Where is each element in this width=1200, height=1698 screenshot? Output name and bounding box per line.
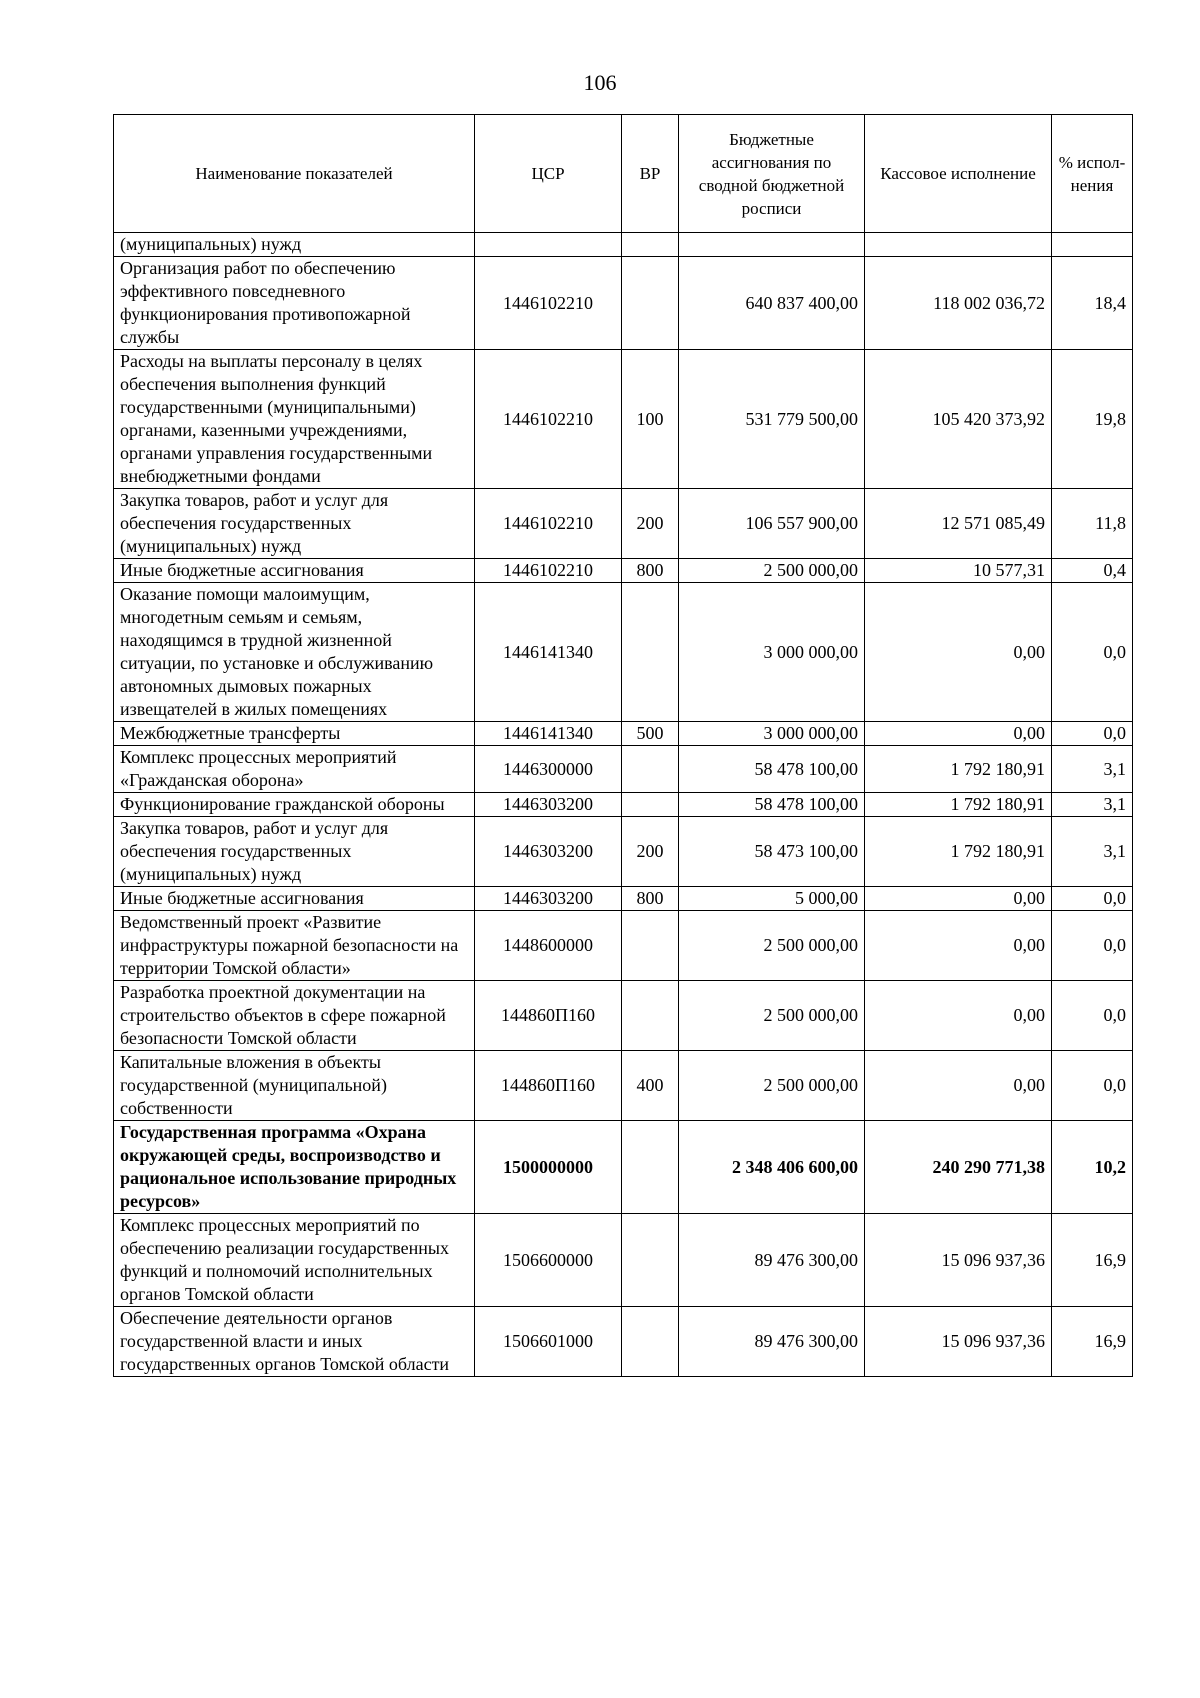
row-vr (622, 793, 679, 817)
table-row (114, 887, 1133, 911)
row-fact: 15 096 937,36 (865, 1214, 1052, 1307)
row-fact: 0,00 (865, 911, 1052, 981)
row-fact: 10 577,31 (865, 559, 1052, 583)
row-vr (622, 233, 679, 257)
row-csr: 1446303200 (475, 793, 622, 817)
row-vr: 400 (622, 1051, 679, 1121)
row-name: (муниципальных) нужд (114, 233, 475, 257)
row-vr (622, 1307, 679, 1377)
row-name: Межбюджетные трансферты (114, 722, 475, 746)
row-csr: 144860П160 (475, 1051, 622, 1121)
table-row (114, 233, 1133, 257)
row-csr: 1446102210 (475, 489, 622, 559)
row-plan: 2 500 000,00 (679, 981, 865, 1051)
row-pct: 0,0 (1052, 911, 1133, 981)
row-plan: 2 348 406 600,00 (679, 1121, 865, 1214)
row-csr (475, 233, 622, 257)
row-csr: 1506600000 (475, 1214, 622, 1307)
row-name: Комплекс процессных мероприятий по обеспечению реализации государственных функций и полномочий исполнительных органов Томской области (114, 1214, 475, 1307)
row-plan: 3 000 000,00 (679, 583, 865, 722)
row-pct: 0,0 (1052, 722, 1133, 746)
row-vr: 800 (622, 887, 679, 911)
row-vr (622, 1121, 679, 1214)
row-plan: 89 476 300,00 (679, 1307, 865, 1377)
row-vr: 200 (622, 817, 679, 887)
row-plan: 2 500 000,00 (679, 911, 865, 981)
row-plan (679, 233, 865, 257)
row-pct: 18,4 (1052, 257, 1133, 350)
table-row (114, 559, 1133, 583)
row-fact: 0,00 (865, 887, 1052, 911)
row-name: Разработка проектной документации на строительство объектов в сфере пожарной безопасности Томской области (114, 981, 475, 1051)
row-fact: 0,00 (865, 981, 1052, 1051)
row-vr: 100 (622, 350, 679, 489)
table-row (114, 1051, 1133, 1121)
table-row (114, 793, 1133, 817)
row-fact (865, 233, 1052, 257)
row-pct: 0,0 (1052, 887, 1133, 911)
row-pct: 16,9 (1052, 1307, 1133, 1377)
row-vr: 800 (622, 559, 679, 583)
table-row (114, 257, 1133, 350)
row-csr: 1446102210 (475, 559, 622, 583)
row-plan: 640 837 400,00 (679, 257, 865, 350)
row-name: Расходы на выплаты персоналу в целях обеспечения выполнения функций государственными (муниципальными) органами, казенными учреждениями, органами управления государственными внебюджетными фондами (114, 350, 475, 489)
table-row (114, 817, 1133, 887)
header-name: Наименование показателей (114, 115, 475, 233)
table-row (114, 1214, 1133, 1307)
table-row (114, 746, 1133, 793)
row-pct: 3,1 (1052, 793, 1133, 817)
row-pct: 16,9 (1052, 1214, 1133, 1307)
table-row (114, 583, 1133, 722)
row-csr: 1446141340 (475, 583, 622, 722)
row-fact: 15 096 937,36 (865, 1307, 1052, 1377)
row-plan: 2 500 000,00 (679, 559, 865, 583)
row-plan: 3 000 000,00 (679, 722, 865, 746)
row-name: Функционирование гражданской обороны (114, 793, 475, 817)
row-fact: 240 290 771,38 (865, 1121, 1052, 1214)
header-fact: Кассовое исполнение (865, 115, 1052, 233)
row-csr: 1446102210 (475, 350, 622, 489)
row-pct: 0,4 (1052, 559, 1133, 583)
row-csr: 1448600000 (475, 911, 622, 981)
row-vr: 200 (622, 489, 679, 559)
row-vr (622, 1214, 679, 1307)
row-csr: 1446141340 (475, 722, 622, 746)
row-pct: 3,1 (1052, 817, 1133, 887)
row-pct: 0,0 (1052, 981, 1133, 1051)
row-fact: 1 792 180,91 (865, 746, 1052, 793)
row-pct (1052, 233, 1133, 257)
row-csr: 1446303200 (475, 817, 622, 887)
table-row (114, 1307, 1133, 1377)
header-plan: Бюджетные ассигнования по сводной бюджетной росписи (679, 115, 865, 233)
row-name: Капитальные вложения в объекты государственной (муниципальной) собственности (114, 1051, 475, 1121)
row-plan: 531 779 500,00 (679, 350, 865, 489)
header-csr: ЦСР (475, 115, 622, 233)
row-csr: 1446300000 (475, 746, 622, 793)
row-vr (622, 257, 679, 350)
row-vr (622, 981, 679, 1051)
row-fact: 0,00 (865, 583, 1052, 722)
row-pct: 0,0 (1052, 583, 1133, 722)
table-row (114, 981, 1133, 1051)
row-vr (622, 746, 679, 793)
row-plan: 5 000,00 (679, 887, 865, 911)
row-name: Оказание помощи малоимущим, многодетным семьям и семьям, находящимся в трудной жизненной ситуации, по установке и обслуживанию автономных дымовых пожарных извещателей в жилых помещениях (114, 583, 475, 722)
row-pct: 11,8 (1052, 489, 1133, 559)
row-plan: 58 478 100,00 (679, 746, 865, 793)
row-fact: 1 792 180,91 (865, 793, 1052, 817)
row-csr: 1506601000 (475, 1307, 622, 1377)
row-name: Иные бюджетные ассигнования (114, 887, 475, 911)
row-csr: 1500000000 (475, 1121, 622, 1214)
row-name: Организация работ по обеспечению эффективного повседневного функционирования противопожарной службы (114, 257, 475, 350)
row-pct: 3,1 (1052, 746, 1133, 793)
row-name: Закупка товаров, работ и услуг для обеспечения государственных (муниципальных) нужд (114, 817, 475, 887)
row-vr: 500 (622, 722, 679, 746)
row-plan: 58 473 100,00 (679, 817, 865, 887)
table-row (114, 350, 1133, 489)
row-pct: 10,2 (1052, 1121, 1133, 1214)
table-header-row (114, 115, 1133, 233)
row-csr: 1446303200 (475, 887, 622, 911)
page-number: 106 (583, 70, 617, 95)
row-plan: 106 557 900,00 (679, 489, 865, 559)
row-fact: 0,00 (865, 1051, 1052, 1121)
table-row (114, 489, 1133, 559)
row-name: Комплекс процессных мероприятий «Гражданская оборона» (114, 746, 475, 793)
budget-execution-table (113, 114, 1133, 1377)
row-name: Государственная программа «Охрана окружающей среды, воспроизводство и рациональное использование природных ресурсов» (114, 1121, 475, 1214)
row-plan: 2 500 000,00 (679, 1051, 865, 1121)
table-row (114, 911, 1133, 981)
row-plan: 89 476 300,00 (679, 1214, 865, 1307)
row-fact: 0,00 (865, 722, 1052, 746)
header-pct: % испол-нения (1052, 115, 1133, 233)
row-name: Иные бюджетные ассигнования (114, 559, 475, 583)
header-vr: ВР (622, 115, 679, 233)
row-csr: 144860П160 (475, 981, 622, 1051)
row-fact: 1 792 180,91 (865, 817, 1052, 887)
row-fact: 105 420 373,92 (865, 350, 1052, 489)
table-row-program-total (114, 1121, 1133, 1214)
row-vr (622, 583, 679, 722)
row-name: Ведомственный проект «Развитие инфраструктуры пожарной безопасности на территории Томской области» (114, 911, 475, 981)
row-pct: 0,0 (1052, 1051, 1133, 1121)
row-fact: 118 002 036,72 (865, 257, 1052, 350)
row-vr (622, 911, 679, 981)
table-row (114, 722, 1133, 746)
row-name: Закупка товаров, работ и услуг для обеспечения государственных (муниципальных) нужд (114, 489, 475, 559)
row-pct: 19,8 (1052, 350, 1133, 489)
row-csr: 1446102210 (475, 257, 622, 350)
row-name: Обеспечение деятельности органов государственной власти и иных государственных органов Томской области (114, 1307, 475, 1377)
row-fact: 12 571 085,49 (865, 489, 1052, 559)
row-plan: 58 478 100,00 (679, 793, 865, 817)
